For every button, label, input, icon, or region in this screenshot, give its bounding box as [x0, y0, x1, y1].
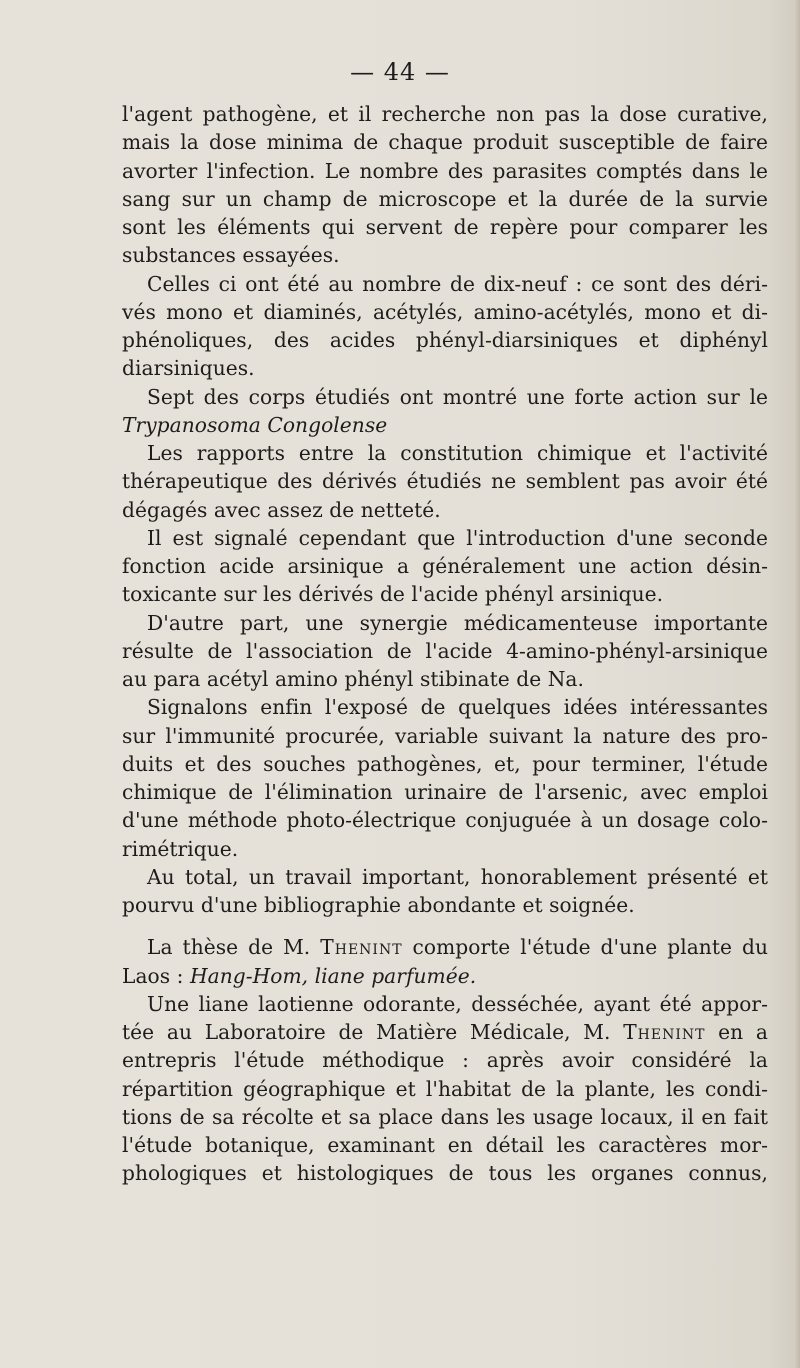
text-segment: d'une méthode photo-électrique conjuguée à un dosage colo- [122, 808, 768, 833]
text-segment: Une liane laotienne odorante, desséchée, ayant été appor- [147, 991, 768, 1016]
text-line [122, 326, 768, 354]
italic-text: Trypanosoma Congolense [122, 412, 388, 437]
text-line [122, 383, 768, 411]
text-segment: tions de sa récolte et sa place dans les usage locaux, il en fait [122, 1104, 768, 1129]
text-segment: sont les éléments qui servent de repère pour comparer les [122, 215, 768, 239]
text-segment: substances essayées. [122, 243, 340, 268]
text-segment: en a [705, 1020, 768, 1044]
text-line [122, 100, 768, 128]
text-line [122, 722, 768, 750]
text-segment: Celles ci ont été au nombre de dix-neuf : ce sont des déri- [147, 271, 768, 296]
text-segment: La thèse de M. [147, 935, 321, 960]
text-segment: l'agent pathogène, et il recherche non pas la dose curative, [122, 102, 768, 126]
text-line [122, 1046, 768, 1074]
text-line [122, 580, 768, 608]
text-line [122, 637, 768, 665]
text-line [122, 157, 768, 185]
text-line [122, 1075, 768, 1103]
text-line [122, 354, 768, 382]
text-line [122, 213, 768, 241]
italic-text: Hang-Hom, liane parfumée. [189, 963, 477, 988]
text-line [122, 439, 768, 467]
body-text [122, 100, 768, 1188]
text-line [122, 863, 768, 891]
text-line [122, 552, 768, 580]
text-segment: Les rapports entre la constitution chimique et l'activité [147, 441, 768, 465]
text-segment: au para acétyl amino phényl stibinate de Na. [122, 667, 584, 691]
text-line [122, 665, 768, 693]
paragraph-gap [122, 919, 768, 933]
text-segment: phologiques et histologiques de tous les organes connus, [122, 1161, 768, 1186]
text-segment: rimétrique. [122, 836, 239, 861]
text-line [122, 128, 768, 156]
text-line [122, 962, 768, 990]
text-line [122, 411, 768, 439]
text-segment: sang sur un champ de microscope et la durée de la survie [122, 186, 768, 211]
text-segment: répartition géographique et l'habitat de la plante, les condi- [122, 1076, 768, 1101]
text-segment: comporte l'étude d'une plante du [402, 935, 769, 960]
page-edge-shadow [794, 0, 800, 1368]
text-segment: dégagés avec assez de netteté. [122, 497, 441, 522]
text-line [122, 241, 768, 269]
text-segment: entrepris l'étude méthodique : après avoir considéré la [122, 1048, 768, 1073]
text-line [122, 524, 768, 552]
text-segment: thérapeutique des dérivés étudiés ne semblent pas avoir été [122, 469, 768, 494]
text-segment: chimique de l'élimination urinaire de l'arsenic, avec emploi [122, 780, 768, 804]
text-line [122, 891, 768, 919]
text-segment: Il est signalé cependant que l'introduction d'une seconde [147, 525, 768, 550]
smallcaps-text: Thenint [320, 935, 403, 960]
page-number: — 44 — [350, 58, 450, 86]
text-segment: avorter l'infection. Le nombre des parasites comptés dans le [122, 158, 768, 183]
text-segment: fonction acide arsinique a généralement une action désin- [122, 554, 768, 578]
text-line [122, 806, 768, 834]
text-segment: Sept des corps étudiés ont montré une forte action sur le [147, 384, 768, 409]
text-segment: diarsiniques. [122, 356, 255, 381]
text-line [122, 1018, 768, 1046]
text-line [122, 298, 768, 326]
text-segment: Au total, un travail important, honorablement présenté et [147, 864, 768, 889]
text-line [122, 933, 768, 961]
text-line [122, 185, 768, 213]
text-line [122, 1131, 768, 1159]
text-line [122, 1159, 768, 1187]
text-segment: D'autre part, une synergie médicamenteuse importante [147, 610, 768, 635]
text-line [122, 693, 768, 721]
text-segment: pourvu d'une bibliographie abondante et soignée. [122, 893, 635, 917]
text-segment: duits et des souches pathogènes, et, pour terminer, l'étude [122, 751, 768, 776]
smallcaps-text: Thenint [623, 1020, 706, 1044]
text-segment: l'étude botanique, examinant en détail les caractères mor- [122, 1133, 768, 1157]
text-line [122, 990, 768, 1018]
text-line [122, 609, 768, 637]
text-line [122, 467, 768, 495]
text-segment: mais la dose minima de chaque produit susceptible de faire [122, 130, 768, 155]
text-segment: résulte de l'association de l'acide 4-amino-phényl-arsinique [122, 638, 768, 663]
text-line [122, 835, 768, 863]
text-segment: vés mono et diaminés, acétylés, amino-acétylés, mono et di- [122, 299, 768, 324]
text-segment: toxicante sur les dérivés de l'acide phényl arsinique. [122, 582, 664, 607]
text-line [122, 778, 768, 806]
text-segment: Signalons enfin l'exposé de quelques idées intéressantes [147, 695, 768, 720]
text-line [122, 270, 768, 298]
text-line [122, 750, 768, 778]
text-segment: phénoliques, des acides phényl-diarsiniques et diphényl [122, 328, 768, 352]
text-line [122, 496, 768, 524]
text-segment: sur l'immunité procurée, variable suivant la nature des pro- [122, 723, 768, 748]
text-segment: tée au Laboratoire de Matière Médicale, M. [122, 1020, 624, 1044]
text-line [122, 1103, 768, 1131]
text-segment: Laos : [122, 963, 190, 988]
